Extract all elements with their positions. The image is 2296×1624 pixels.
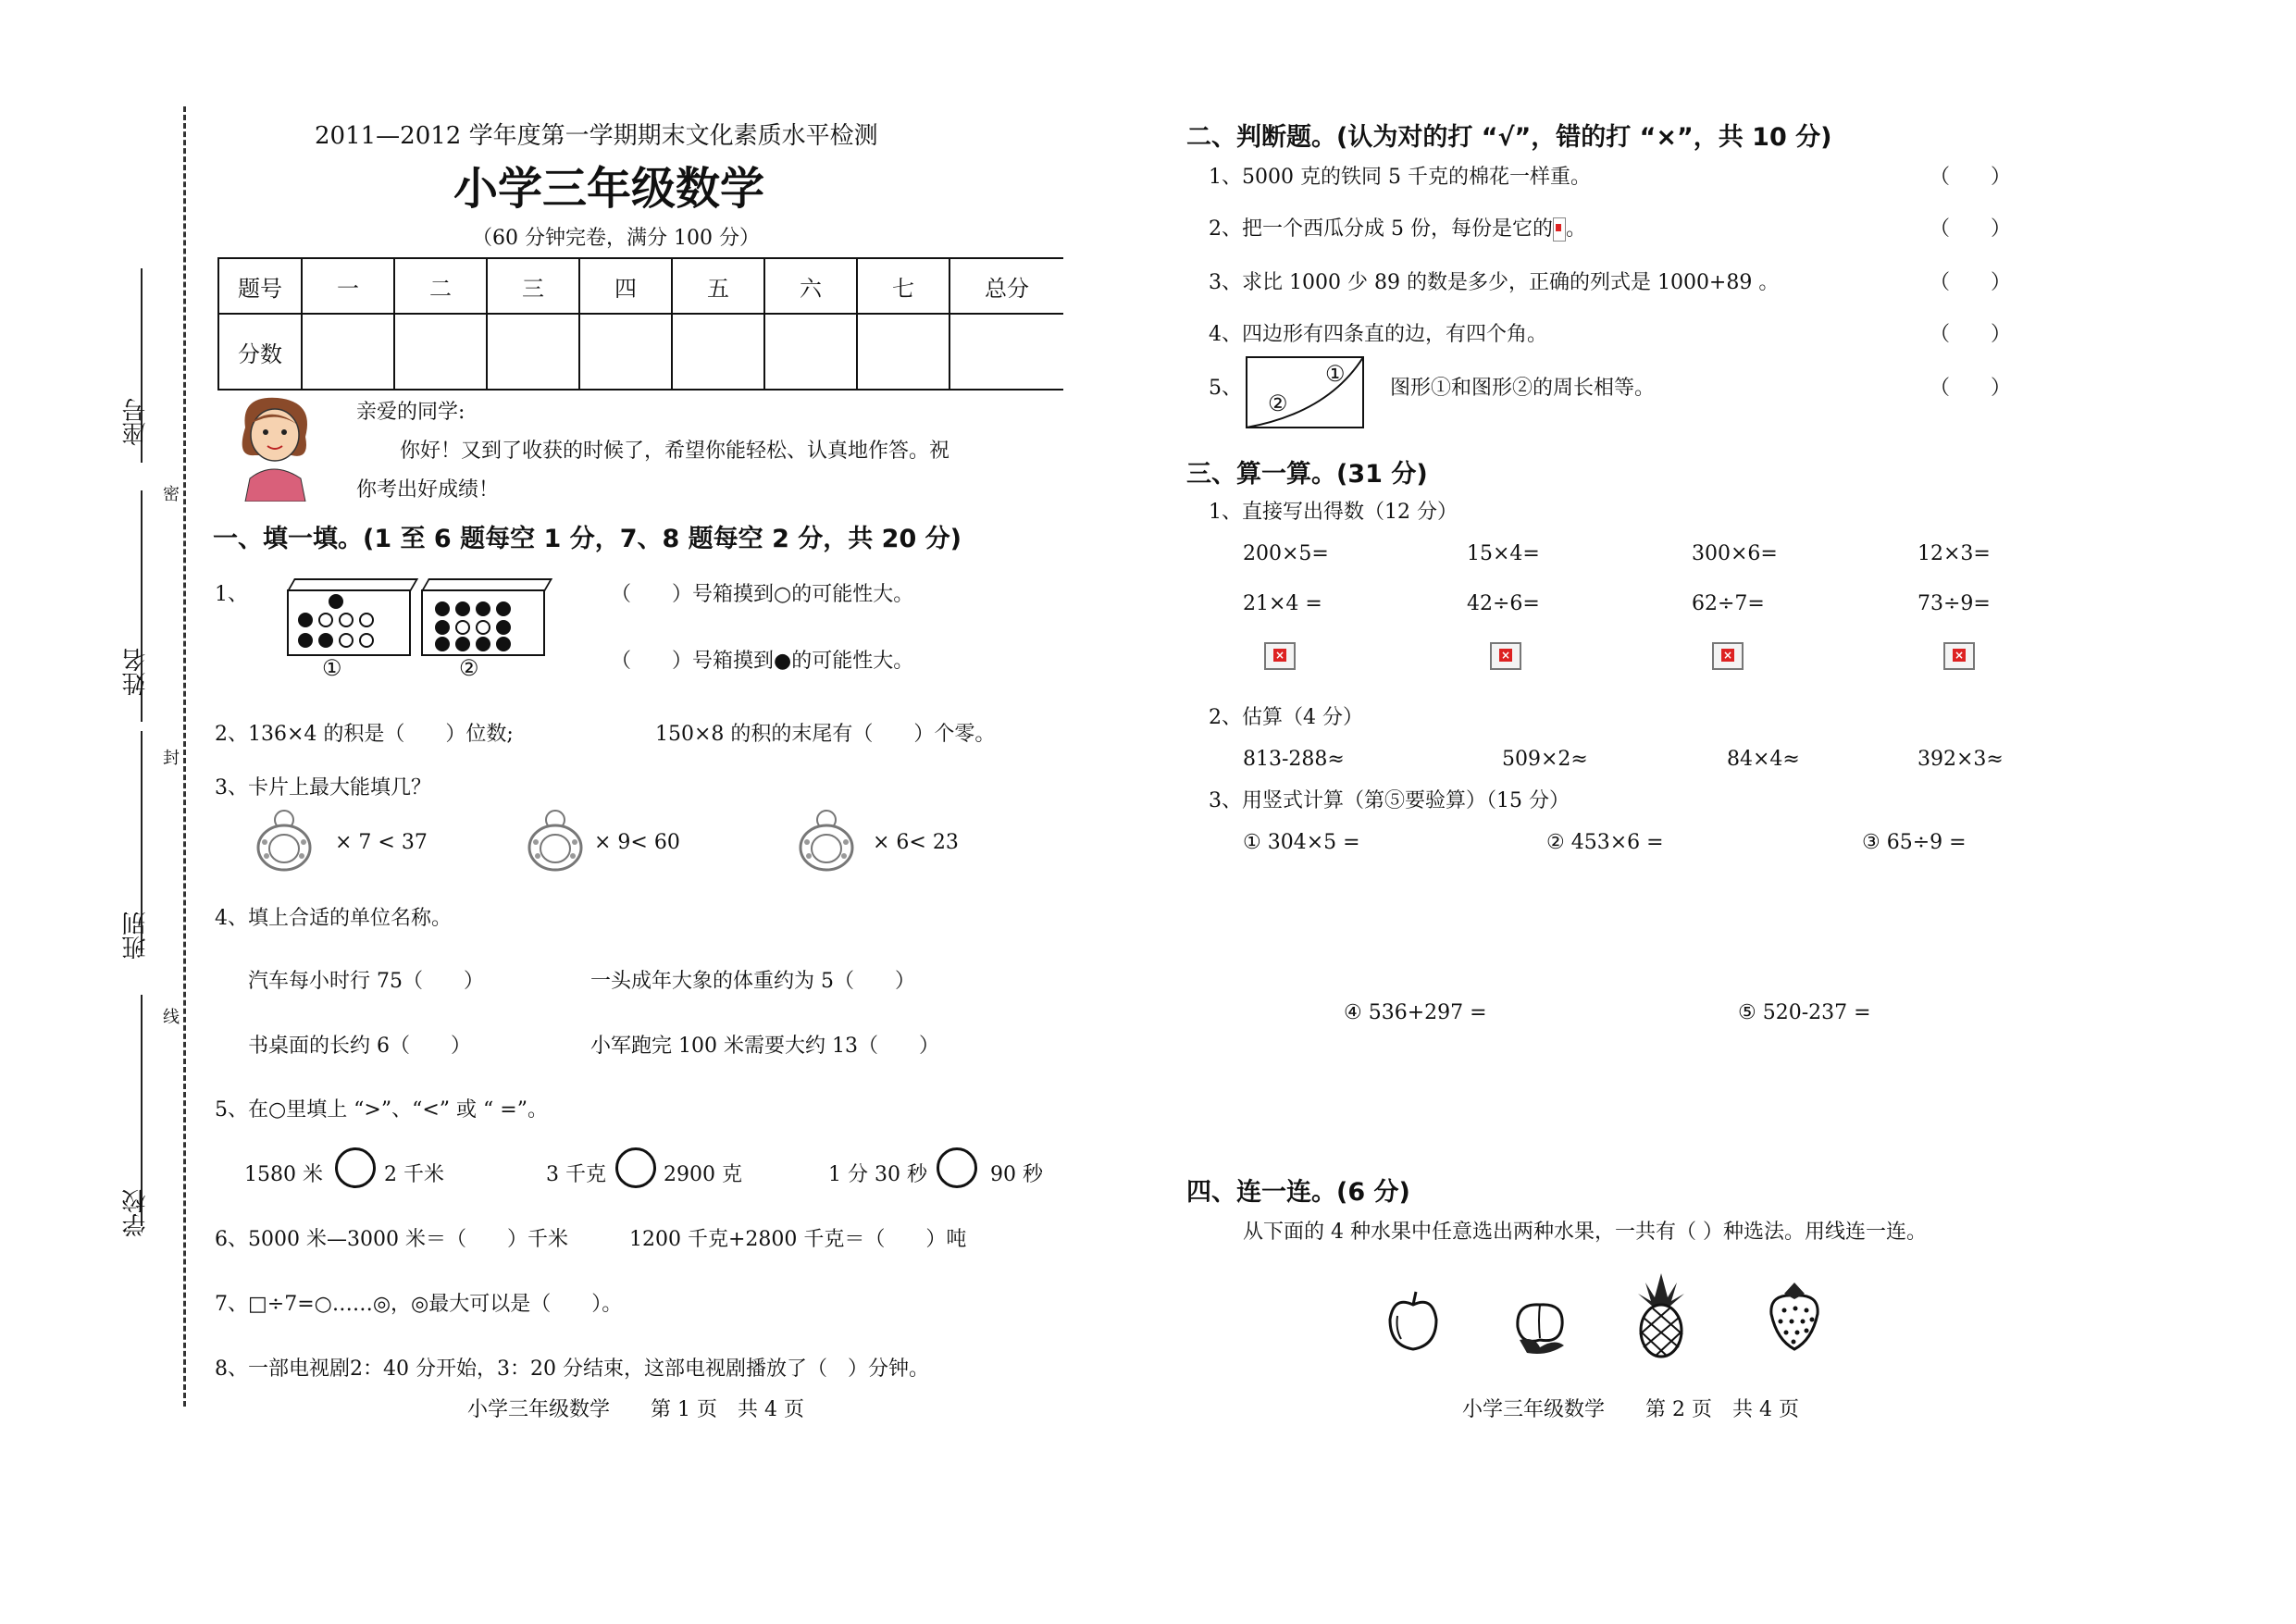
q5-a-right: 2 千米 <box>384 1163 444 1186</box>
direct-calc: 42÷6= <box>1467 592 1540 615</box>
q5-text: 5、在○里填上 “>”、“<” 或 “ =”。 <box>215 1098 548 1122</box>
q3-expr-1: × 7 < 37 <box>335 831 428 854</box>
score-header-cell: 四 <box>579 258 672 314</box>
seat-label: 座号 <box>122 398 150 446</box>
q4-blank-b: 一头成年大象的体重约为 5（ ） <box>590 970 915 993</box>
ladybug-card-icon <box>523 805 588 872</box>
page-1-footer: 小学三年级数学 第 1 页 共 4 页 <box>467 1398 804 1421</box>
score-cell[interactable] <box>394 314 487 390</box>
score-row-label: 分数 <box>218 314 302 390</box>
judge-4: 4、四边形有四条直的边，有四个角。 <box>1209 323 1547 346</box>
broken-image-icon: × <box>1264 642 1296 670</box>
figure-label-2: ② <box>1268 391 1288 416</box>
q7-text: 7、□÷7=○……◎，◎最大可以是（ ）。 <box>215 1293 623 1316</box>
score-header-cell: 三 <box>487 258 579 314</box>
direct-calc: 73÷9= <box>1917 592 1991 615</box>
score-header-cell: 五 <box>672 258 764 314</box>
exam-title: 小学三年级数学 <box>453 163 765 215</box>
score-cell[interactable] <box>672 314 764 390</box>
score-cell[interactable] <box>302 314 394 390</box>
greeting-line-2: 你好！又到了收获的时候了，希望你能轻松、认真地作答。祝 <box>400 440 950 463</box>
s3-q1: 1、直接写出得数（12 分） <box>1209 501 1458 524</box>
judge-3-paren[interactable]: （ ） <box>1930 271 2012 294</box>
q2-part-a: 2、136×4 的积是（ ）位数; <box>215 723 514 746</box>
judge-5-number: 5、 <box>1209 377 1242 400</box>
s3-q2: 2、估算（4 分） <box>1209 706 1363 729</box>
q6-part-b: 1200 千克+2800 千克＝（ ）吨 <box>629 1228 967 1251</box>
vertical-calc: ② 453×6 = <box>1546 831 1664 854</box>
school-label: 学校 <box>122 1189 150 1237</box>
score-cell[interactable] <box>579 314 672 390</box>
broken-image-icon: × <box>1943 642 1975 670</box>
pineapple-icon <box>1631 1270 1692 1358</box>
seal-xian: 线 <box>163 1008 180 1027</box>
ladybug-card-icon <box>252 805 316 872</box>
section-1-title: 一、填一填。(1 至 6 题每空 1 分，7、8 题每空 2 分，共 20 分) <box>213 525 962 553</box>
q3-expr-2: × 9< 60 <box>594 831 680 854</box>
peach-icon <box>1507 1292 1573 1357</box>
judge-5: 图形①和图形②的周长相等。 <box>1390 377 1656 400</box>
class-label: 班别 <box>122 911 150 960</box>
vertical-calc: ① 304×5 = <box>1243 831 1360 854</box>
judge-2-tail: 。 <box>1565 217 1586 241</box>
estimate-item: 84×4≈ <box>1727 748 1800 771</box>
q3-expr-3: × 6< 23 <box>873 831 959 854</box>
box-1-label: ① <box>322 655 342 681</box>
binding-cut-line <box>183 106 186 1407</box>
q4-text: 4、填上合适的单位名称。 <box>215 907 452 930</box>
seal-feng: 封 <box>163 749 180 768</box>
q1-number: 1、 <box>215 583 248 606</box>
judge-2 <box>1209 213 1586 242</box>
name-label: 姓名 <box>122 648 150 696</box>
score-table <box>217 257 1063 391</box>
broken-image-icon: × <box>1490 642 1521 670</box>
strawberry-icon <box>1766 1277 1823 1353</box>
greeting-line-1: 亲爱的同学: <box>356 401 465 424</box>
compare-circle[interactable] <box>335 1147 376 1188</box>
score-header-cell: 二 <box>394 258 487 314</box>
s4-text: 从下面的 4 种水果中任意选出两种水果，一共有（ ）种选法。用线连一连。 <box>1243 1221 1927 1244</box>
q5-b-left: 3 千克 <box>546 1163 606 1186</box>
direct-calc: 12×3= <box>1917 542 1991 565</box>
estimate-item: 509×2≈ <box>1502 748 1588 771</box>
score-header-cell: 一 <box>302 258 394 314</box>
score-header-cell: 六 <box>764 258 857 314</box>
q8-text: 8、一部电视剧2：40 分开始，3：20 分结束，这部电视剧播放了（ ）分钟。 <box>215 1357 929 1381</box>
judge-1-paren[interactable]: （ ） <box>1930 166 2012 189</box>
section-3-title: 三、算一算。(31 分) <box>1186 460 1428 489</box>
q5-a-left: 1580 米 <box>244 1163 323 1186</box>
score-cell[interactable] <box>487 314 579 390</box>
score-header-cell: 总分 <box>949 258 1063 314</box>
estimate-item: 813-288≈ <box>1243 748 1345 771</box>
broken-image-icon: × <box>1712 642 1744 670</box>
score-header-cell: 七 <box>857 258 949 314</box>
s3-q3: 3、用竖式计算（第⑤要验算）（15 分） <box>1209 789 1570 812</box>
q2-part-b: 150×8 的积的末尾有（ ）个零。 <box>655 723 996 746</box>
seal-mi: 密 <box>163 485 180 504</box>
judge-1: 1、5000 克的铁同 5 千克的棉花一样重。 <box>1209 166 1591 189</box>
judge-3: 3、求比 1000 少 89 的数是多少，正确的列式是 1000+89 。 <box>1209 271 1780 294</box>
q5-c-right: 90 秒 <box>990 1163 1043 1186</box>
direct-calc: 300×6= <box>1692 542 1778 565</box>
perimeter-figure <box>1245 355 1367 431</box>
apple-icon <box>1384 1288 1442 1353</box>
judge-4-paren[interactable]: （ ） <box>1930 323 2012 346</box>
exam-header: 2011—2012 学年度第一学期期末文化素质水平检测 <box>315 122 878 150</box>
direct-calc: 21×4 = <box>1243 592 1322 615</box>
score-header-cell: 题号 <box>218 258 302 314</box>
judge-2-text: 2、把一个西瓜分成 5 份，每份是它的 <box>1209 217 1553 241</box>
exam-subtitle: （60 分钟完卷，满分 100 分） <box>472 227 760 250</box>
box-2-label: ② <box>459 655 479 681</box>
page-2-footer: 小学三年级数学 第 2 页 共 4 页 <box>1462 1398 1799 1421</box>
compare-circle[interactable] <box>615 1147 656 1188</box>
vertical-calc: ③ 65÷9 = <box>1862 831 1967 854</box>
q4-blank-c: 书桌面的长约 6（ ） <box>248 1035 471 1058</box>
q4-blank-d: 小军跑完 100 米需要大约 13（ ） <box>590 1035 939 1058</box>
q5-c-left: 1 分 30 秒 <box>828 1163 927 1186</box>
q5-b-right: 2900 克 <box>664 1163 742 1186</box>
score-cell[interactable] <box>857 314 949 390</box>
compare-circle[interactable] <box>937 1147 977 1188</box>
q1-blank-b: （ ）号箱摸到●的可能性大。 <box>611 650 914 673</box>
q4-blank-a: 汽车每小时行 75（ ） <box>248 970 484 993</box>
estimate-item: 392×3≈ <box>1917 748 2004 771</box>
broken-fraction-icon <box>1553 217 1566 242</box>
direct-calc: 200×5= <box>1243 542 1329 565</box>
judge-2-paren[interactable]: （ ） <box>1930 217 2012 241</box>
vertical-calc: ④ 536+297 = <box>1344 1001 1487 1024</box>
score-cell[interactable] <box>949 314 1063 390</box>
section-2-title: 二、判断题。(认为对的打 “√”，错的打 “×”，共 10 分) <box>1186 123 1832 152</box>
q1-blank-a: （ ）号箱摸到○的可能性大。 <box>611 583 914 606</box>
direct-calc: 62÷7= <box>1692 592 1765 615</box>
greeting-line-3: 你考出好成绩！ <box>356 478 500 502</box>
q3-text: 3、卡片上最大能填几？ <box>215 776 431 800</box>
section-4-title: 四、连一连。(6 分) <box>1186 1178 1410 1207</box>
ladybug-card-icon <box>794 805 859 872</box>
vertical-calc: ⑤ 520-237 = <box>1738 1001 1871 1024</box>
judge-5-paren[interactable]: （ ） <box>1930 377 2012 400</box>
figure-label-1: ① <box>1325 361 1346 387</box>
direct-calc: 15×4= <box>1467 542 1540 565</box>
q6-part-a: 6、5000 米—3000 米＝（ ）千米 <box>215 1228 568 1251</box>
teacher-illustration <box>227 391 319 502</box>
score-cell[interactable] <box>764 314 857 390</box>
